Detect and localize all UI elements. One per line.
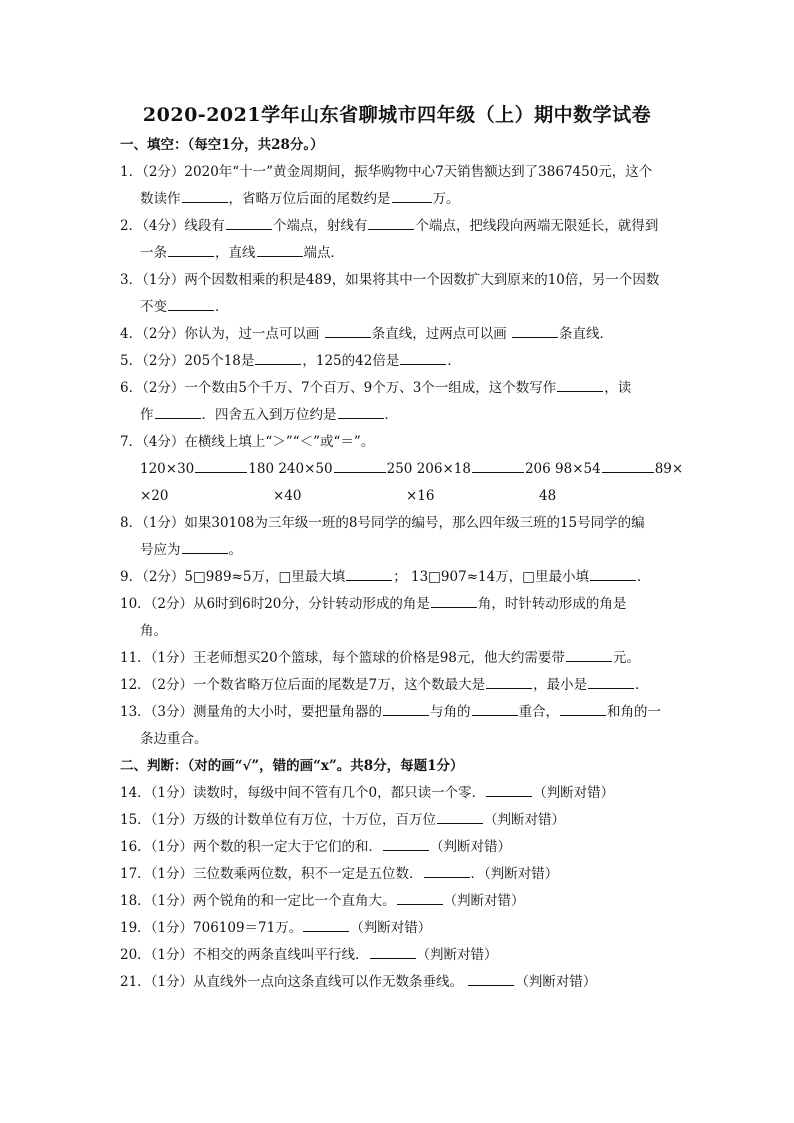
answer-blank[interactable] [588, 673, 634, 689]
answer-blank[interactable] [437, 808, 483, 824]
answer-blank[interactable] [472, 457, 524, 473]
question-1: 1．（2分）2020年“十一”黄金周期间，振华购物中心7天销售额达到了3867450元，这个 [120, 164, 653, 180]
question-5: 5．（2分）205个18是 ，125的42倍是 ． [120, 348, 680, 375]
answer-blank[interactable] [557, 376, 603, 392]
answer-blank[interactable] [325, 322, 371, 338]
answer-blank[interactable] [472, 700, 518, 716]
answer-blank[interactable] [383, 835, 429, 851]
answer-blank[interactable] [182, 538, 228, 554]
answer-blank[interactable] [370, 943, 416, 959]
answer-blank[interactable] [560, 700, 606, 716]
answer-blank[interactable] [346, 565, 392, 581]
answer-blank[interactable] [182, 187, 228, 203]
answer-blank[interactable] [468, 970, 514, 986]
section-heading-true-false: 二、判断：（对的画“√”，错的画“x”。共8分，每题1分） [120, 758, 464, 774]
answer-blank[interactable] [168, 295, 214, 311]
answer-blank[interactable] [392, 187, 432, 203]
answer-blank[interactable] [486, 673, 532, 689]
question-10: 10．（2分）从6时到6时20分，分针转动形成的角是 角，时针转动形成的角是 [120, 591, 680, 618]
exam-content [120, 132, 684, 996]
answer-blank[interactable] [155, 403, 201, 419]
question-7: 7．（4分）在横线上填上“＞”“＜”或“＝”。 [120, 434, 375, 450]
question-9: 9．（2分）5□989≈5万，□里最大填 ； 13□907≈14万，□里最小填 ． [120, 564, 680, 591]
question-3: 3．（1分）两个因数相乘的积是489，如果将其中一个因数扩大到原来的10倍，另一个因数 [120, 272, 660, 288]
question-6-cont: 作 ．四舍五入到万位约是 ． [120, 402, 680, 429]
question-21: 21．（1分）从直线外一点向这条直线可以作无数条垂线。 （判断对错） [120, 969, 680, 996]
question-11: 11．（1分）王老师想买20个篮球，每个篮球的价格是98元，他大约需要带 元。 [120, 645, 680, 672]
question-1-cont: 数读作 ，省略万位后面的尾数约是 万。 [120, 186, 680, 213]
question-13: 13．（3分）测量角的大小时，要把量角器的 与角的 重合， 和角的一 [120, 699, 680, 726]
answer-blank[interactable] [226, 214, 272, 230]
question-16: 16．（1分）两个数的积一定大于它们的和． （判断对错） [120, 834, 680, 861]
question-3-cont: 不变 ． [120, 294, 680, 321]
answer-blank[interactable] [486, 781, 532, 797]
answer-blank[interactable] [590, 565, 636, 581]
answer-blank[interactable] [255, 349, 301, 365]
question-6: 6．（2分）一个数由5个千万、7个百万、9个万、3个一组成，这个数写作 ，读 [120, 375, 680, 402]
question-2-cont: 一条 ，直线 端点． [120, 240, 680, 267]
question-18: 18．（1分）两个锐角的和一定比一个直角大。 （判断对错） [120, 888, 680, 915]
page-title: 2020-2021学年山东省聊城市四年级（上）期中数学试卷 [142, 104, 652, 126]
answer-blank[interactable] [602, 457, 654, 473]
answer-blank[interactable] [195, 457, 247, 473]
answer-blank[interactable] [424, 862, 470, 878]
question-7-comparisons: 120×30 180 240×50 250 206×18 206 98×54 89× [120, 456, 680, 483]
question-15: 15．（1分）万级的计数单位有万位，十万位，百万位 （判断对错） [120, 807, 680, 834]
answer-blank[interactable] [400, 349, 446, 365]
question-12: 12．（2分）一个数省略万位后面的尾数是7万，这个数最大是 ，最小是 ． [120, 672, 680, 699]
question-20: 20．（1分）不相交的两条直线叫平行线． （判断对错） [120, 942, 680, 969]
question-17: 17．（1分）三位数乘两位数，积不一定是五位数． ．（判断对错） [120, 861, 680, 888]
question-13-cont: 条边重合。 [140, 731, 208, 747]
answer-blank[interactable] [566, 646, 612, 662]
question-19: 19．（1分）706109＝71万。 （判断对错） [120, 915, 680, 942]
answer-blank[interactable] [368, 214, 414, 230]
answer-blank[interactable] [303, 916, 349, 932]
answer-blank[interactable] [397, 889, 443, 905]
section-heading-fill-in: 一、填空：（每空1分，共28分。） [120, 137, 324, 153]
answer-blank[interactable] [334, 457, 386, 473]
answer-blank[interactable] [383, 700, 429, 716]
question-8-cont: 号应为 。 [120, 537, 680, 564]
question-2: 2．（4分）线段有 个端点，射线有 个端点，把线段向两端无限延长，就得到 [120, 213, 680, 240]
answer-blank[interactable] [338, 403, 384, 419]
answer-blank[interactable] [431, 592, 477, 608]
question-10-cont: 角。 [140, 623, 167, 639]
answer-blank[interactable] [257, 241, 303, 257]
answer-blank[interactable] [512, 322, 558, 338]
question-8: 8．（1分）如果30108为三年级一班的8号同学的编号，那么四年级三班的15号同学的编 [120, 515, 645, 531]
question-4: 4．（2分）你认为，过一点可以画 条直线，过两点可以画 条直线． [120, 321, 680, 348]
answer-blank[interactable] [168, 241, 214, 257]
question-7-comparisons-cont: ×20 ×40 ×16 48 [140, 488, 557, 504]
question-14: 14．（1分）读数时，每级中间不管有几个0，都只读一个零． （判断对错） [120, 780, 680, 807]
